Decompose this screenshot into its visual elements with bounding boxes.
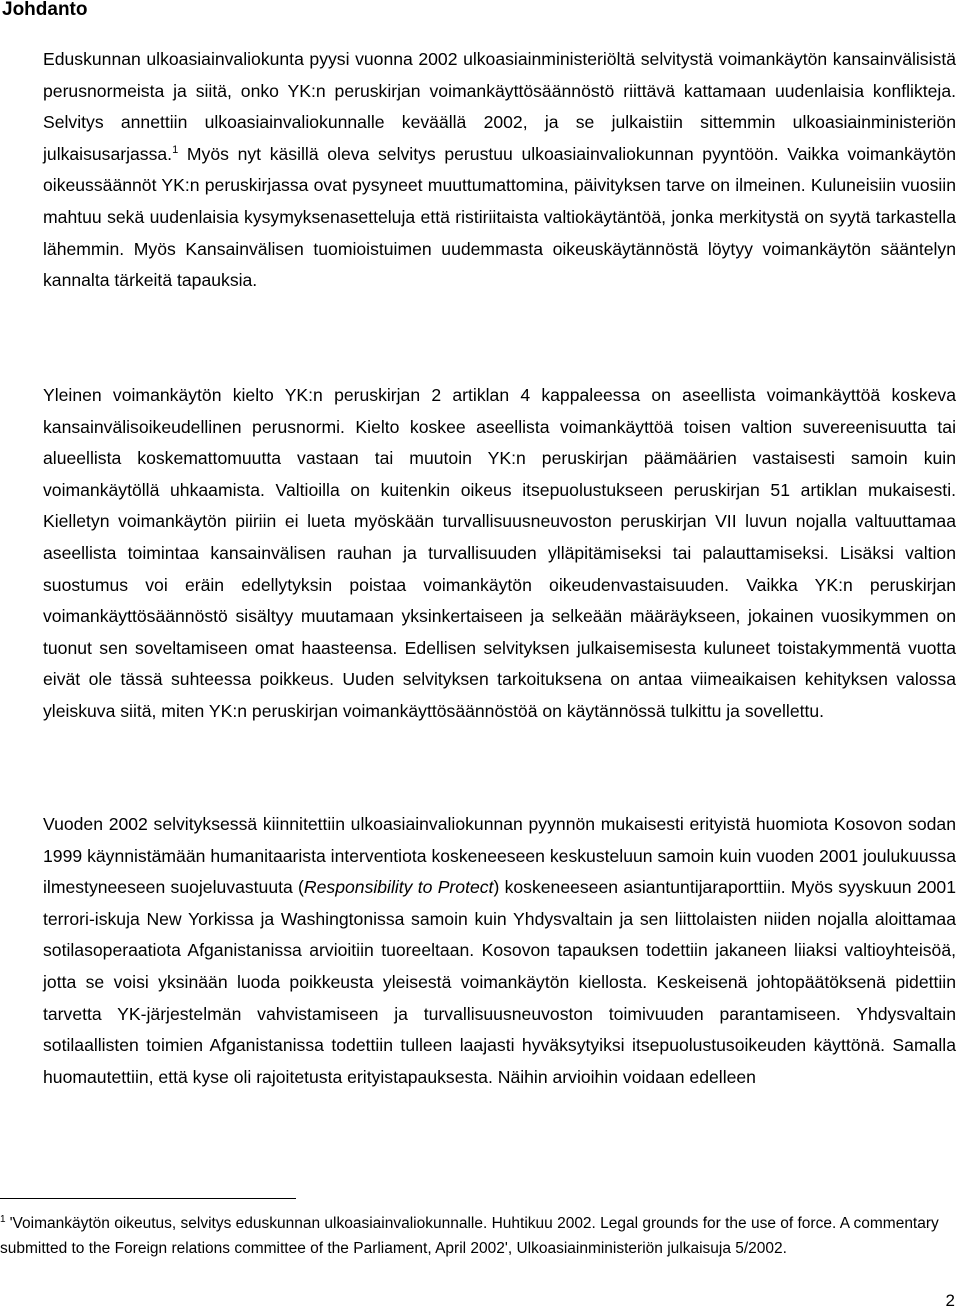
paragraph-3-text-b: ) koskeneeseen asiantuntijaraporttiin. Myös syyskuun 2001 terrori-iskuja New Yorkissa ja Washingtonissa samoin kuin Yhdysvaltain ja sen liittolaisten niiden nojalla aloittamaa sotilasoperaatiota Afganistanissa arvioitiin tuoreeltaan. Kosovon tapauksen todettiin jakaneen liiaksi valtioyhteisöä, jotta se voisi yksinään luoda poikkeusta yleisestä voimankäytön kiellosta. Keskeisenä johtopäätöksenä pidettiin tarvetta YK-järjestelmän vahvistamiseen ja turvallisuusneuvoston toimivuuden parantamiseen. Yhdysvaltain sotilaallisten toimien Afganistanissa todettiin tulleen laajasti hyväksytyiksi itsepuolustusoikeuden käyttönä. Samalla huomautettiin, että kyse oli rajoitetusta erityistapauksesta. Näihin arvioihin voidaan edelleen xyxy=(43,877,956,1087)
paragraph-1 xyxy=(43,44,956,297)
footnote-reference[interactable]: 1 xyxy=(172,143,179,156)
paragraph-1-text-b: Myös nyt käsillä oleva selvitys perustuu ulkoasiainvaliokunnan pyyntöön. Vaikka voimankäytön oikeussäännöt YK:n peruskirjassa ovat pysyneet muuttumattomina, päivityksen tarve on ilmeinen. Kuluneisiin vuosiin mahtuu sekä uudenlaisia kysymyksenasetteluja että ristiriitaista valtiokäytäntöä, jonka merkitystä on syytä tarkastella lähemmin. Myös Kansainvälisen tuomioistuimen uudemmasta oikeuskäytännöstä löytyy voimankäytön sääntelyn kannalta tärkeitä tapauksia. xyxy=(43,143,956,291)
footnote-number: 1 xyxy=(0,1213,6,1225)
footnote-text: 'Voimankäytön oikeutus, selvitys eduskunnan ulkoasiainvaliokunnalle. Huhtikuu 2002. Legal grounds for the use of force. A commentary submitted to the Foreign relations committee of the Parliament, April 2002', Ulkoasiainministeriön julkaisuja 5/2002. xyxy=(0,1215,939,1257)
paragraph-3-italic-term: Responsibility to Protect xyxy=(303,877,494,898)
footnote-separator xyxy=(0,1198,296,1199)
section-heading: Johdanto xyxy=(2,0,88,20)
paragraph-3 xyxy=(43,809,956,1093)
paragraph-2: Yleinen voimankäytön kielto YK:n peruskirjan 2 artiklan 4 kappaleessa on aseellista voimankäyttöä koskeva kansainvälisoikeudellinen perusnormi. Kielto koskee aseellista voimankäyttöä toisen valtion suvereenisuutta tai alueellista koskemattomuutta vastaan tai muutoin YK:n peruskirjan päämäärien vastaisesti samoin kuin voimankäytöllä uhkaamista. Valtioilla on kuitenkin oikeus itsepuolustukseen peruskirjan 51 artiklan mukaisesti. Kielletyn voimankäytön piiriin ei lueta myöskään turvallisuusneuvoston peruskirjan VII luvun nojalla valtuuttamaa aseellista toimintaa kansainvälisen rauhan ja turvallisuuden ylläpitämiseksi tai palauttamiseksi. Lisäksi valtion suostumus voi eräin edellytyksin poistaa voimankäytön oikeudenvastaisuuden. Vaikka YK:n peruskirjan voimankäyttösäännöstö sisältyy muutamaan yksinkertaiseen ja selkeään määräykseen, jokainen vuosikymmen on tuonut sen soveltamiseen omat haasteensa. Edellisen selvityksen julkaisemisesta kuluneet toistakymmentä vuotta eivät ole tässä suhteessa poikkeus. Uuden selvityksen tarkoituksena on antaa viimeaikaisen kehityksen valossa yleiskuva siitä, miten YK:n peruskirjan voimankäyttösäännöstöä on käytännössä tulkittu ja sovellettu. xyxy=(43,385,956,721)
footnote xyxy=(0,1212,952,1261)
paragraph-3-text-a: Vuoden 2002 selvityksessä kiinnitettiin ulkoasiainvaliokunnan pyynnön mukaisesti erityistä huomiota Kosovon sodan 1999 käynnistämään humanitaarista interventiota koskeneeseen keskusteluun samoin kuin vuoden 2001 joulukuussa ilmestyneeseen suojeluvastuuta ( xyxy=(43,814,956,898)
paragraph-1-text-a: Eduskunnan ulkoasiainvaliokunta pyysi vuonna 2002 ulkoasiainministeriöltä selvitystä voimankäytön kansainvälisistä perusnormeista ja siitä, onko YK:n peruskirjan voimankäyttösäännöstö riittävä kattamaan uudenlaisia konflikteja. Selvitys annettiin ulkoasiainvaliokunnalle keväällä 2002, ja se julkaistiin sittemmin ulkoasiainministeriön julkaisusarjassa. xyxy=(43,49,956,164)
page-number: 2 xyxy=(945,1291,955,1310)
